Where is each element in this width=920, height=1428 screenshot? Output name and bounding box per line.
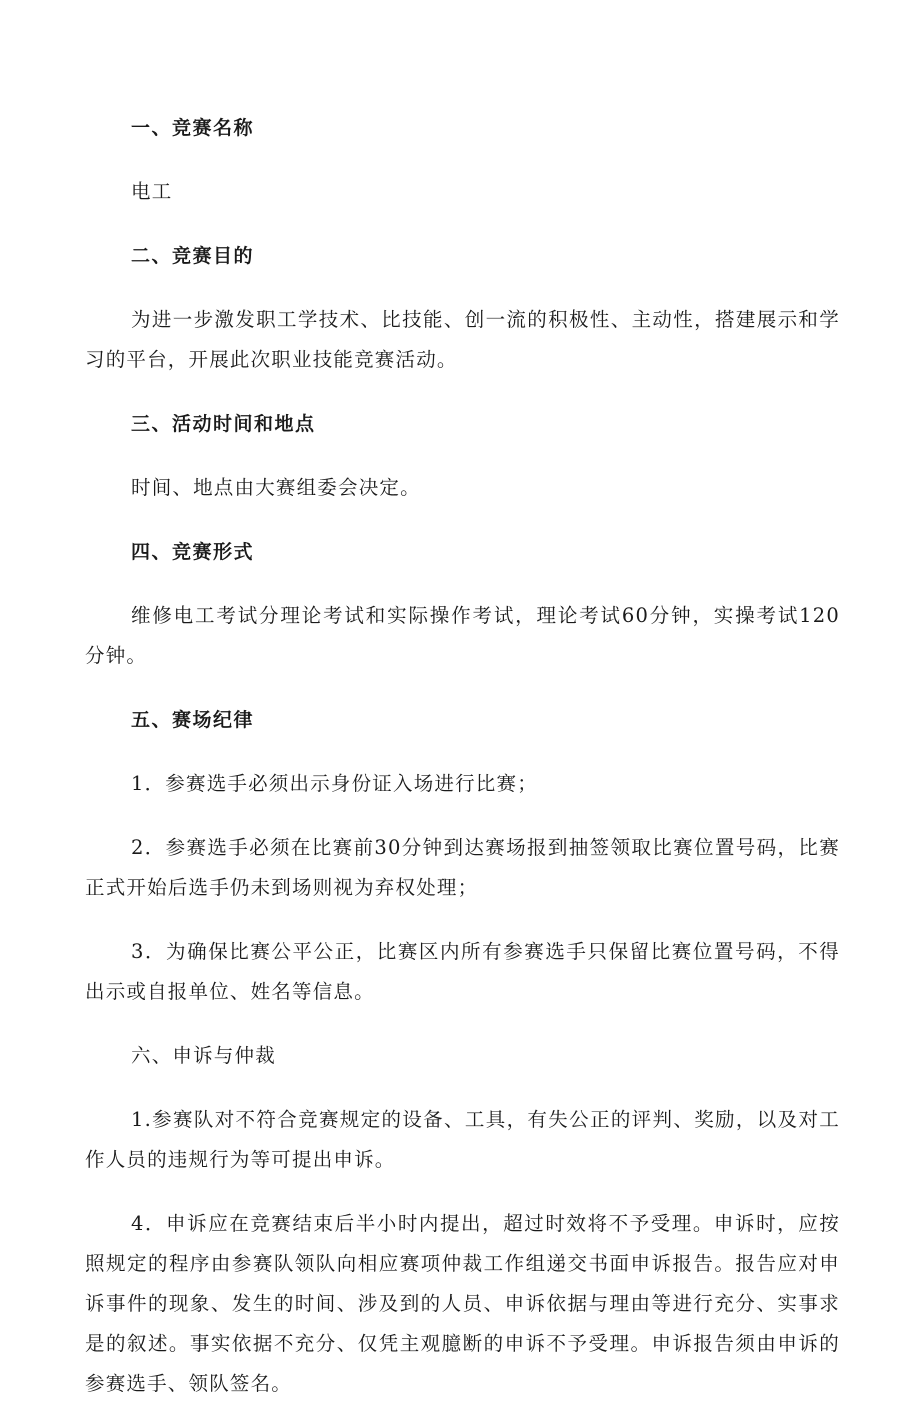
appeal-item-4: 4．申诉应在竞赛结束后半小时内提出，超过时效将不予受理。申诉时，应按照规定的程序由参赛队领队向相应赛项仲裁工作组递交书面申诉报告。报告应对申诉事件的现象、发生的时间、涉及到的人员、申诉依据与理由等进行充分、实事求是的叙述。事实依据不充分、仅凭主观臆断的申诉不予受理。申诉报告须由申诉的参赛选手、领队签名。 bbox=[85, 1212, 840, 1395]
discipline-item-2: 2．参赛选手必须在比赛前30分钟到达赛场报到抽签领取比赛位置号码，比赛正式开始后选手仍未到场则视为弃权处理； bbox=[85, 836, 840, 899]
heading-competition-name: 一、竞赛名称 bbox=[131, 117, 255, 139]
heading-appeal-arbitration: 六、申诉与仲裁 bbox=[131, 1044, 276, 1067]
time-and-place-text: 时间、地点由大赛组委会决定。 bbox=[131, 476, 421, 499]
competition-name-text: 电工 bbox=[131, 180, 173, 203]
heading-competition-purpose: 二、竞赛目的 bbox=[131, 245, 255, 267]
document-page bbox=[85, 108, 840, 1428]
heading-competition-format: 四、竞赛形式 bbox=[131, 541, 255, 563]
discipline-item-3: 3．为确保比赛公平公正，比赛区内所有参赛选手只保留比赛位置号码，不得出示或自报单位、姓名等信息。 bbox=[85, 940, 840, 1003]
competition-purpose-text: 为进一步激发职工学技术、比技能、创一流的积极性、主动性，搭建展示和学习的平台，开展此次职业技能竞赛活动。 bbox=[85, 308, 840, 371]
heading-venue-discipline: 五、赛场纪律 bbox=[131, 709, 255, 731]
competition-format-text: 维修电工考试分理论考试和实际操作考试，理论考试60分钟，实操考试120分钟。 bbox=[85, 604, 840, 667]
appeal-item-1: 1.参赛队对不符合竞赛规定的设备、工具，有失公正的评判、奖励，以及对工作人员的违规行为等可提出申诉。 bbox=[85, 1108, 840, 1171]
heading-time-and-place: 三、活动时间和地点 bbox=[131, 413, 316, 435]
discipline-item-1: 1．参赛选手必须出示身份证入场进行比赛； bbox=[131, 772, 538, 795]
